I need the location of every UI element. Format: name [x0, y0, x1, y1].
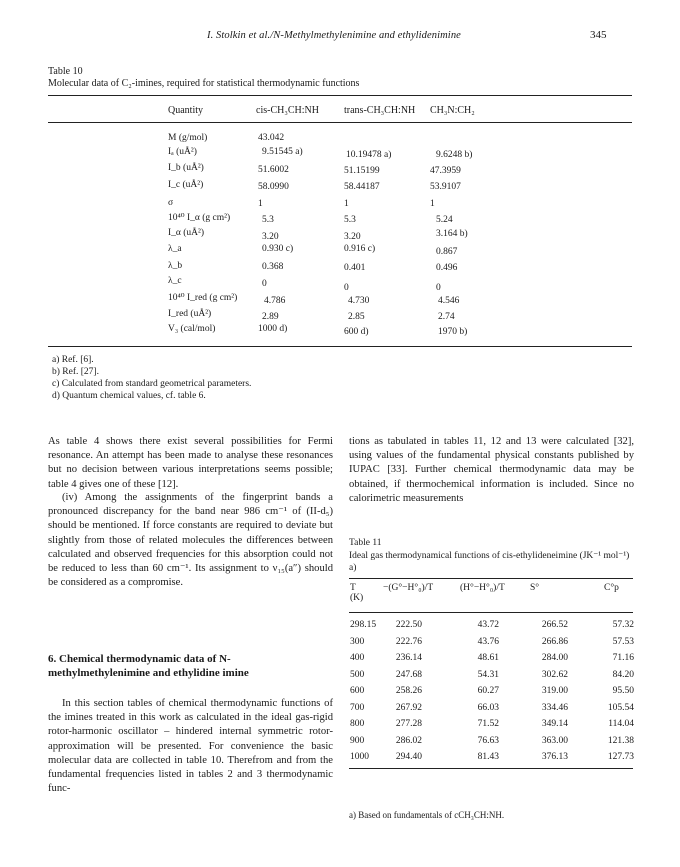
table10-cell: 5.24 — [436, 215, 453, 225]
left-paragraph-1: As table 4 shows there exist several possibilities for Fermi resonance. An attempt has been made to analyse these resonances but no decision between various interpretations seems possible; table 4 gives one of these [12]. — [48, 436, 333, 490]
table10-cell: 9.51545 a) — [262, 147, 303, 157]
table10-cell: 1000 d) — [258, 324, 288, 334]
table10-footnote: b) Ref. [27]. — [52, 367, 99, 377]
table11-cell: 500 — [350, 669, 365, 680]
table11-cell: 363.00 — [541, 735, 568, 746]
table10-cell: 1 — [258, 199, 263, 209]
table10-cell: 4.546 — [438, 296, 460, 306]
table11-cell: 284.00 — [541, 653, 568, 663]
table11-cell: 300 — [350, 636, 365, 647]
table11-cell: 1000 — [350, 752, 369, 762]
table10-title: Table 10 — [48, 66, 83, 77]
table11-cell: 376.13 — [541, 752, 568, 762]
table11-header-h: (H°−H°₀)/T — [460, 583, 505, 593]
table10-header-rule — [48, 122, 632, 123]
table11-cell: 222.50 — [395, 620, 422, 630]
table10-cell: 3.20 — [344, 232, 361, 242]
table10-cell: 1 — [430, 199, 435, 209]
table11-header-cp: C°p — [604, 583, 619, 593]
table10-cell: 4.730 — [348, 296, 370, 306]
table11-cell: 600 — [350, 686, 365, 696]
table11-cell: 266.86 — [541, 636, 568, 647]
table10-footnote: c) Calculated from standard geometrical parameters. — [52, 379, 252, 389]
table11-cell: 258.26 — [395, 686, 422, 696]
table10-cell: 53.9107 — [430, 182, 461, 192]
table11-cell: 95.50 — [612, 686, 634, 696]
table10-cell: 3.20 — [262, 232, 279, 242]
table10-cell: 2.74 — [438, 312, 455, 322]
left-paragraph-2: (iv) Among the assignments of the fingerprint bands a pronounced discrepancy for the band near 986 cm⁻¹ of (II-d₅) should be mentioned. If force constants are required to deviate but slightly from those of related molecules the differences between calculated and observed frequencies for this absorption could not be reduced to less than 60 cm⁻¹. Its assignment to ν₁₅(a″) should be considered as a compromise. — [48, 492, 333, 589]
table11-cell: 71.16 — [612, 653, 634, 663]
table10-caption: Molecular data of C₂-imines, required for statistical thermodynamic functions — [48, 78, 360, 89]
table11-cell: 700 — [350, 702, 365, 713]
table11-cell: 334.46 — [541, 702, 568, 713]
table11-cell: 319.00 — [541, 686, 568, 696]
table10-col-trans: trans-CH₃CH:NH — [344, 105, 416, 116]
table11-cell: 121.38 — [607, 735, 634, 746]
running-title: I. Stolkin et al./N-Methylmethylenimine and ethylidenimine — [207, 30, 461, 41]
table10-cell: 600 d) — [344, 327, 369, 337]
table11-cell: 71.52 — [477, 719, 499, 729]
table11-cell: 43.72 — [477, 620, 499, 630]
table11-cell: 57.53 — [612, 636, 634, 647]
table11-header-rule — [349, 612, 633, 613]
table10-row-quantity: V₃ (cal/mol) — [168, 324, 216, 334]
table10-row-quantity: 10⁴⁰ I_α (g cm²) — [168, 213, 231, 223]
table10-cell: 1970 b) — [438, 327, 468, 337]
table11-header-s: S° — [530, 583, 540, 593]
table10-cell: 5.3 — [344, 215, 356, 225]
table10-cell: 58.0990 — [258, 182, 289, 192]
table10-col-cis: cis-CH₃CH:NH — [256, 105, 319, 116]
table10-col-quantity: Quantity — [168, 105, 203, 116]
table11-cell: 277.28 — [395, 719, 422, 729]
table10-cell: 10.19478 a) — [346, 150, 392, 160]
table10-row-quantity: λ_b — [168, 261, 183, 271]
table11-cell: 66.03 — [477, 702, 499, 713]
table10-cell: 0 — [436, 283, 441, 293]
table11-cell: 247.68 — [395, 669, 422, 680]
table10-row-quantity: σ — [168, 198, 174, 208]
table10-cell: 51.6002 — [258, 165, 289, 175]
table10-cell: 3.164 b) — [436, 229, 468, 239]
table11-cell: 43.76 — [477, 636, 499, 647]
table10-cell: 47.3959 — [430, 166, 461, 176]
table10-row-quantity: I_α (uÅ²) — [168, 228, 205, 238]
table11-header-t: T (K) — [350, 583, 364, 603]
table10-col-ch3nch2: CH₃N:CH₂ — [430, 105, 475, 116]
table11-cell: 349.14 — [541, 719, 568, 729]
table10-cell: 0.496 — [436, 263, 458, 273]
table11-cell: 267.92 — [395, 702, 422, 713]
table10-row-quantity: Iₐ (uÅ²) — [168, 147, 197, 157]
table11-title: Table 11 — [349, 538, 382, 548]
table10-row-quantity: λ_c — [168, 276, 182, 286]
table10-cell: 0.867 — [436, 247, 458, 257]
table11-cell: 57.32 — [612, 620, 634, 630]
table11-top-rule — [349, 578, 633, 579]
table11-cell: 105.54 — [607, 702, 634, 713]
section-heading: 6. Chemical thermodynamic data of N-methylmethylenimine and ethylidine imine — [48, 653, 249, 679]
table11-cell: 900 — [350, 735, 365, 746]
table10-footnote: d) Quantum chemical values, cf. table 6. — [52, 391, 206, 401]
table11-cell: 76.63 — [477, 735, 499, 746]
table11-cell: 286.02 — [395, 735, 422, 746]
table10-cell: 43.042 — [258, 133, 285, 143]
table10-cell: 4.786 — [264, 296, 286, 306]
table10-row-quantity: 10⁴⁰ I_red (g cm²) — [168, 293, 238, 303]
table10-cell: 0.930 c) — [262, 244, 294, 254]
table10-top-rule — [48, 95, 632, 96]
table10-cell: 58.44187 — [344, 182, 380, 192]
page-number: 345 — [590, 29, 607, 41]
table10-row-quantity: I_b (uÅ²) — [168, 163, 204, 173]
table10-cell: 51.15199 — [344, 166, 380, 176]
table10-row-quantity: M (g/mol) — [168, 133, 208, 143]
table11-cell: 800 — [350, 719, 365, 729]
table10-cell: 0.401 — [344, 263, 366, 273]
table10-cell: 9.6248 b) — [436, 150, 473, 160]
table11-cell: 84.20 — [612, 669, 634, 680]
table10-footnote: a) Ref. [6]. — [52, 355, 94, 365]
table10-cell: 5.3 — [262, 215, 274, 225]
table10-cell: 0 — [344, 283, 349, 293]
right-paragraph-1: tions as tabulated in tables 11, 12 and 13 were calculated [32], using values of the fundamental physical constants published by IUPAC [33]. Further chemical thermodynamic data may be obtained, if thermochemical information is included. Since no calorimetric measurements — [349, 436, 634, 504]
table11-cell: 54.31 — [477, 669, 499, 680]
table10-cell: 0 — [262, 279, 267, 289]
table11-bottom-rule — [349, 768, 633, 769]
table11-cell: 222.76 — [395, 636, 422, 647]
table10-cell: 1 — [344, 199, 349, 209]
table11-cell: 266.52 — [541, 620, 568, 630]
table11-caption: Ideal gas thermodynamical functions of cis-ethylideneimine (JK⁻¹ mol⁻¹) a) — [349, 551, 630, 573]
table11-cell: 400 — [350, 653, 365, 663]
table10-cell: 0.368 — [262, 262, 284, 272]
table11-cell: 298.15 — [350, 620, 377, 630]
table11-cell: 114.04 — [608, 719, 634, 729]
left-paragraph-3: In this section tables of chemical thermodynamic functions of the imines treated in this work as calculated in the ideal gas-rigid rotor-harmonic oscillator – hindered internal symmetric rotor-approximation will be presented. For convenience the basic molecular data are collected in table 10. Therefrom and from the fundamental frequencies listed in tables 2 and 3 thermodynamic func- — [48, 698, 333, 795]
table10-cell: 0.916 c) — [344, 244, 376, 254]
table10-cell: 2.89 — [262, 312, 279, 322]
table11-header-g: −(G°−H°₀)/T — [383, 583, 434, 593]
table10-row-quantity: λ_a — [168, 244, 182, 254]
table11-cell: 48.61 — [477, 653, 499, 663]
table11-cell: 81.43 — [477, 752, 499, 762]
table10-cell: 2.85 — [348, 312, 365, 322]
table11-cell: 60.27 — [477, 686, 499, 696]
table11-cell: 302.62 — [541, 669, 568, 680]
table11-cell: 294.40 — [395, 752, 422, 762]
table11-cell: 236.14 — [395, 653, 422, 663]
table10-row-quantity: I_red (uÅ²) — [168, 309, 212, 319]
table11-cell: 127.73 — [607, 752, 634, 762]
table11-footnote: a) Based on fundamentals of cCH₃CH:NH. — [349, 810, 505, 820]
table10-bottom-rule — [48, 346, 632, 347]
table10-row-quantity: I_c (uÅ²) — [168, 180, 204, 190]
